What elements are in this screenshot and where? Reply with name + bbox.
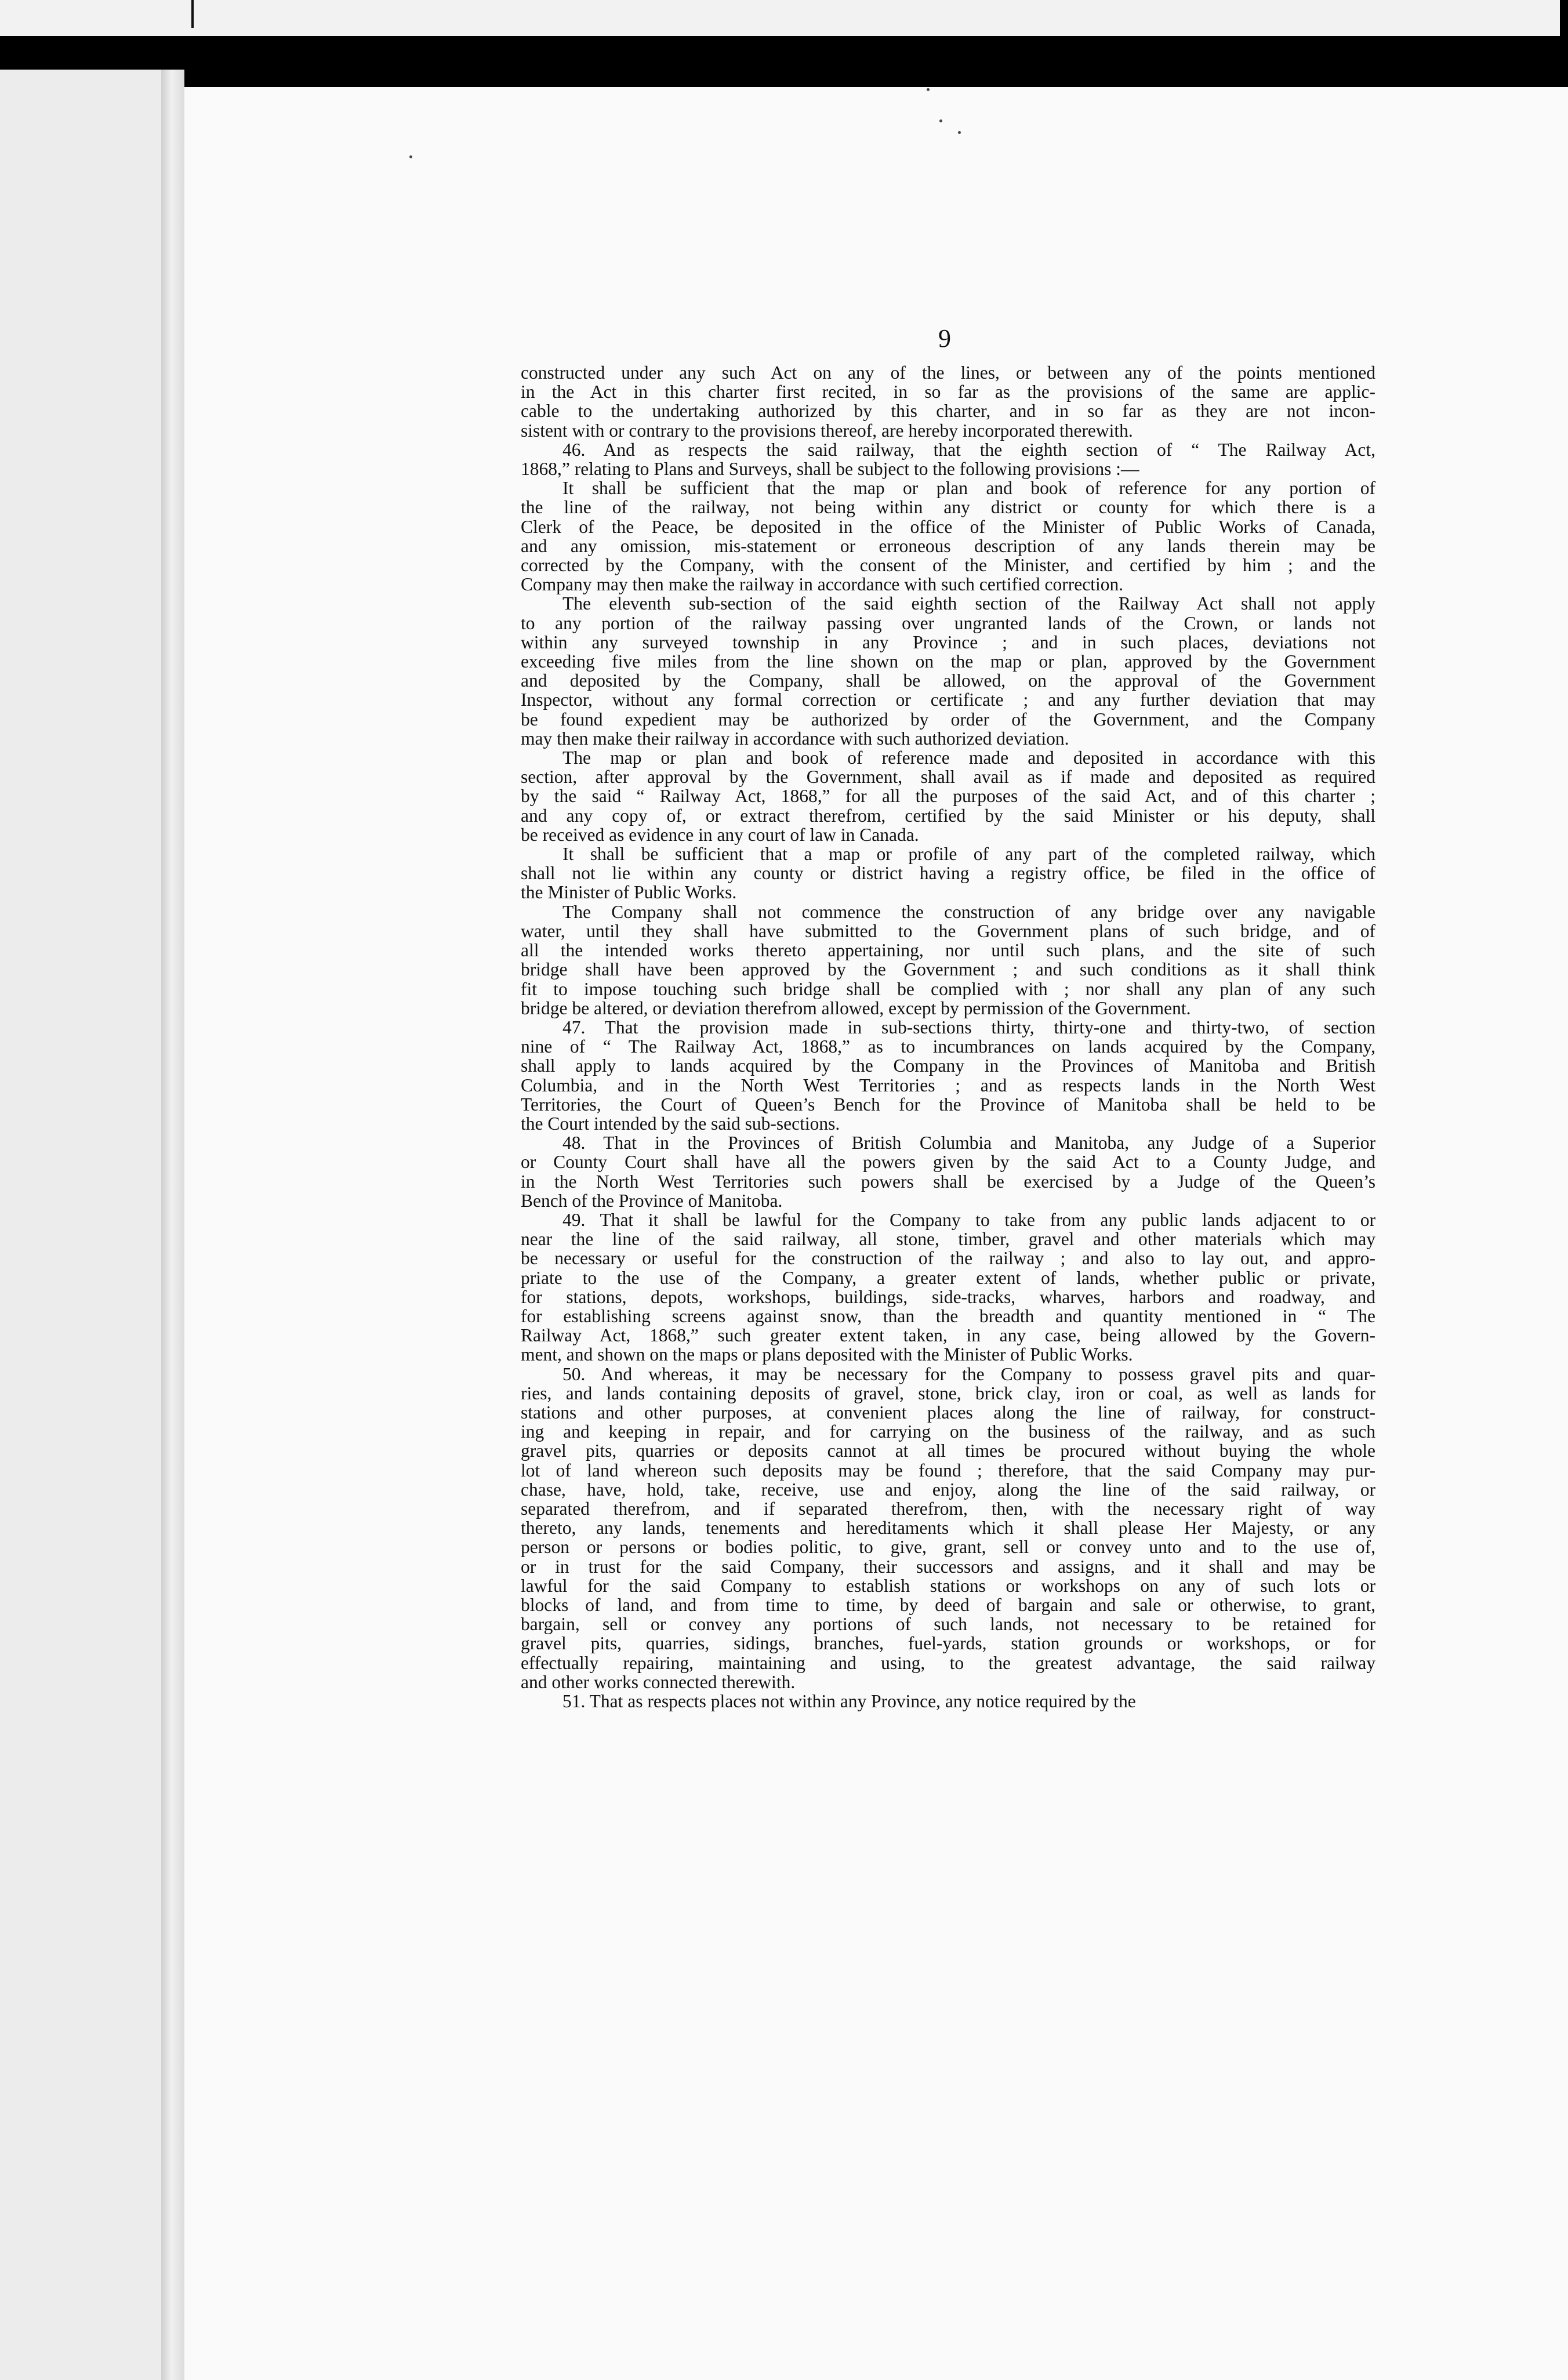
text-line: nine of “ The Railway Act, 1868,” as to incumbrances on lands acquired by the Company, [521, 1036, 1375, 1057]
text-line: constructed under any such Act on any of the lines, or between any of the points mentioned [521, 362, 1375, 383]
previous-page-edge [191, 0, 194, 28]
text-line: effectually repairing, maintaining and using, to the greatest advantage, the said railway [521, 1652, 1375, 1673]
text-line: 1868,” relating to Plans and Surveys, shall be subject to the following provisions :— [521, 459, 1139, 480]
text-line: 50. And whereas, it may be necessary for the Company to possess gravel pits and quar- [562, 1363, 1375, 1384]
text-line: The Company shall not commence the construction of any bridge over any navigable [562, 901, 1375, 922]
text-line: exceeding five miles from the line shown on the map or plan, approved by the Government [521, 651, 1375, 672]
text-line: and other works connected therewith. [521, 1671, 796, 1692]
text-line: The eleventh sub-section of the said eighth section of the Railway Act shall not apply [562, 593, 1375, 614]
book-gutter [161, 70, 184, 2380]
text-line: be found expedient may be authorized by order of the Government, and the Company [521, 709, 1375, 730]
text-line: the Court intended by the said sub-sections. [521, 1113, 840, 1134]
text-line: Columbia, and in the North West Territories ; and as respects lands in the North West [521, 1075, 1375, 1095]
text-line: gravel pits, quarries or deposits cannot at all times be procured without buying the whole [521, 1441, 1375, 1461]
scan-speck [927, 88, 930, 91]
text-line: Company may then make the railway in accordance with such certified correction. [521, 574, 1124, 595]
text-line: water, until they shall have submitted to the Government plans of such bridge, and of [521, 920, 1375, 941]
text-line: for stations, depots, workshops, buildings, side-tracks, wharves, harbors and roadway, and [521, 1286, 1375, 1307]
text-line: shall not lie within any county or district having a registry office, be filed in the office of [521, 863, 1375, 884]
text-line: near the line of the said railway, all stone, timber, gravel and other materials which may [521, 1229, 1375, 1250]
scan-speck [958, 131, 961, 134]
text-line: may then make their railway in accordance with such authorized deviation. [521, 728, 1069, 749]
text-line: 46. And as respects the said railway, that the eighth section of “ The Railway Act, [562, 439, 1375, 460]
text-line: shall apply to lands acquired by the Company in the Provinces of Manitoba and British [521, 1055, 1375, 1076]
text-line: bridge be altered, or deviation therefrom allowed, except by permission of the Government. [521, 997, 1191, 1018]
text-line: in the North West Territories such powers shall be exercised by a Judge of the Queen’s [521, 1171, 1375, 1192]
paragraph [521, 844, 1375, 902]
paragraph [521, 1133, 1375, 1210]
text-line: separated therefrom, and if separated therefrom, then, with the necessary right of way [521, 1498, 1375, 1519]
paragraph [521, 1692, 1375, 1711]
text-line: 48. That in the Provinces of British Columbia and Manitoba, any Judge of a Superior [562, 1133, 1375, 1153]
text-line: or County Court shall have all the powers given by the said Act to a County Judge, and [521, 1152, 1375, 1173]
text-line: and any omission, mis-statement or erroneous description of any lands therein may be [521, 535, 1375, 556]
text-line: Territories, the Court of Queen’s Bench for the Province of Manitoba shall be held to be [521, 1094, 1375, 1115]
text-line: in the Act in this charter first recited, in so far as the provisions of the same are applic- [521, 382, 1375, 402]
text-line: be necessary or useful for the construction of the railway ; and also to lay out, and appro- [521, 1248, 1375, 1269]
body-text [521, 363, 1375, 1711]
text-line: bridge shall have been approved by the Government ; and such conditions as it shall think [521, 959, 1375, 980]
paragraph [521, 440, 1375, 478]
paragraph [521, 902, 1375, 1018]
text-line: the Minister of Public Works. [521, 882, 737, 903]
page-number: 9 [938, 324, 951, 353]
text-line: It shall be sufficient that the map or plan and book of reference for any portion of [562, 478, 1375, 499]
text-line: gravel pits, quarries, sidings, branches, fuel-yards, station grounds or workshops, or for [521, 1633, 1375, 1654]
text-line: It shall be sufficient that a map or profile of any part of the completed railway, which [562, 844, 1375, 865]
text-line: lot of land whereon such deposits may be found ; therefore, that the said Company may pur- [521, 1460, 1375, 1481]
paragraph [521, 594, 1375, 748]
text-line: person or persons or bodies politic, to give, grant, sell or convey unto and to the use of, [521, 1537, 1375, 1558]
text-line: chase, have, hold, take, receive, use and enjoy, along the line of the said railway, or [521, 1479, 1375, 1500]
paragraph [521, 748, 1375, 844]
left-page-leaf [0, 70, 161, 2380]
text-line: cable to the undertaking authorized by this charter, and in so far as they are not incon- [521, 401, 1375, 422]
text-line: or in trust for the said Company, their successors and assigns, and it shall and may be [521, 1556, 1375, 1577]
text-line: The map or plan and book of reference made and deposited in accordance with this [562, 748, 1375, 768]
paragraph [521, 1018, 1375, 1133]
text-line: corrected by the Company, with the consent of the Minister, and certified by him ; and the [521, 555, 1375, 576]
text-line: stations and other purposes, at convenient places along the line of railway, for construct- [521, 1402, 1375, 1423]
text-line: fit to impose touching such bridge shall be complied with ; nor shall any plan of any such [521, 978, 1375, 999]
scan-speck [939, 119, 942, 122]
text-line: Inspector, without any formal correction or certificate ; and any further deviation that may [521, 690, 1375, 710]
text-line: ment, and shown on the maps or plans deposited with the Minister of Public Works. [521, 1344, 1133, 1365]
text-line: priate to the use of the Company, a greater extent of lands, whether public or private, [521, 1267, 1375, 1288]
text-line: Clerk of the Peace, be deposited in the office of the Minister of Public Works of Canada, [521, 516, 1375, 537]
text-line: 47. That the provision made in sub-sections thirty, thirty-one and thirty-two, of section [562, 1017, 1375, 1037]
scan-speck [409, 155, 412, 158]
paragraph [521, 363, 1375, 440]
text-line: and deposited by the Company, shall be allowed, on the approval of the Government [521, 670, 1375, 691]
text-line: 51. That as respects places not within any Province, any notice required by the [562, 1691, 1136, 1712]
text-line: within any surveyed township in any Province ; and in such places, deviations not [521, 632, 1375, 652]
paragraph [521, 1210, 1375, 1365]
text-line: 49. That it shall be lawful for the Company to take from any public lands adjacent to or [562, 1209, 1375, 1230]
text-line: and any copy of, or extract therefrom, certified by the said Minister or his deputy, shall [521, 805, 1375, 826]
text-line: for establishing screens against snow, than the breadth and quantity mentioned in “ The [521, 1305, 1375, 1326]
text-line: lawful for the said Company to establish stations or workshops on any of such lots or [521, 1575, 1375, 1596]
text-line: the line of the railway, not being within any district or county for which there is a [521, 497, 1375, 518]
text-line: blocks of land, and from time to time, by deed of bargain and sale or otherwise, to grant, [521, 1595, 1375, 1615]
text-line: all the intended works thereto appertaining, nor until such plans, and the site of such [521, 940, 1375, 961]
text-line: be received as evidence in any court of law in Canada. [521, 824, 919, 845]
paragraph [521, 478, 1375, 594]
text-line: Bench of the Province of Manitoba. [521, 1190, 783, 1211]
paragraph [521, 1365, 1375, 1692]
text-line: sistent with or contrary to the provisions thereof, are hereby incorporated therewith. [521, 420, 1133, 441]
previous-page-strip [0, 0, 1560, 36]
text-line: section, after approval by the Government, shall avail as if made and deposited as required [521, 767, 1375, 788]
text-line: by the said “ Railway Act, 1868,” for all the purposes of the said Act, and of this charter ; [521, 786, 1375, 807]
text-line: ing and keeping in repair, and for carrying on the business of the railway, and as such [521, 1421, 1375, 1442]
text-line: Railway Act, 1868,” such greater extent taken, in any case, being allowed by the Govern- [521, 1325, 1375, 1346]
text-line: thereto, any lands, tenements and hereditaments which it shall please Her Majesty, or any [521, 1518, 1375, 1539]
text-line: bargain, sell or convey any portions of such lands, not necessary to be retained for [521, 1614, 1375, 1635]
text-line: to any portion of the railway passing over ungranted lands of the Crown, or lands not [521, 612, 1375, 633]
text-line: ries, and lands containing deposits of gravel, stone, brick clay, iron or coal, as well as lands for [521, 1383, 1375, 1403]
